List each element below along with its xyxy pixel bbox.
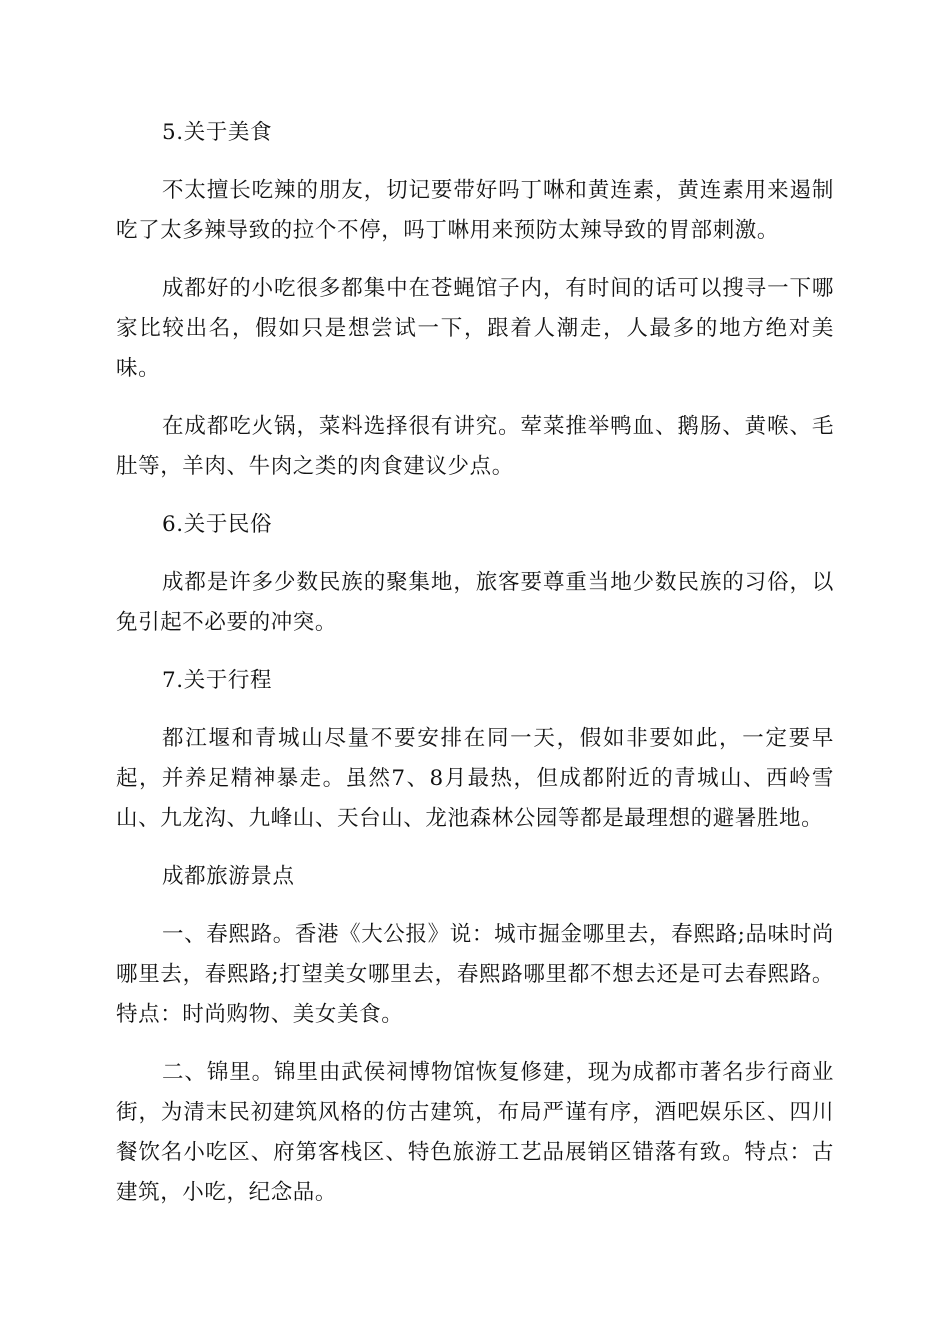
section-heading-customs: 6.关于民俗 [162, 512, 273, 537]
paragraph-itinerary: 都江堰和青城山尽量不要安排在同一天，假如非要如此，一定要早起，并养足精神暴走。虽然7、8月最热，但成都附近的青城山、西岭雪山、九龙沟、九峰山、天台山、龙池森林公园等都是最理想的避暑胜地。 [116, 726, 834, 831]
section-heading-food: 5.关于美食 [162, 120, 273, 145]
paragraph-snacks: 成都好的小吃很多都集中在苍蝇馆子内，有时间的话可以搜寻一下哪家比较出名，假如只是想尝试一下，跟着人潮走，人最多的地方绝对美味。 [116, 276, 834, 381]
paragraph-jinli: 二、锦里。锦里由武侯祠博物馆恢复修建，现为成都市著名步行商业街，为清末民初建筑风格的仿古建筑，布局严谨有序，酒吧娱乐区、四川餐饮名小吃区、府第客栈区、特色旅游工艺品展销区错落有致。特点：古建筑，小吃，纪念品。 [116, 1060, 834, 1205]
section-heading-attractions: 成都旅游景点 [162, 864, 295, 889]
paragraph-hotpot: 在成都吃火锅，菜料选择很有讲究。荤菜推举鸭血、鹅肠、黄喉、毛肚等，羊肉、牛肉之类的肉食建议少点。 [116, 414, 834, 479]
section-heading-itinerary: 7.关于行程 [162, 668, 273, 693]
paragraph-customs: 成都是许多少数民族的聚集地，旅客要尊重当地少数民族的习俗，以免引起不必要的冲突。 [116, 570, 834, 635]
paragraph-chunxi-road: 一、春熙路。香港《大公报》说：城市掘金哪里去，春熙路;品味时尚哪里去，春熙路;打望美女哪里去，春熙路哪里都不想去还是可去春熙路。特点：时尚购物、美女美食。 [116, 922, 834, 1027]
paragraph-spicy-food-tips: 不太擅长吃辣的朋友，切记要带好吗丁啉和黄连素，黄连素用来遏制吃了太多辣导致的拉个不停，吗丁啉用来预防太辣导致的胃部刺激。 [116, 178, 834, 243]
